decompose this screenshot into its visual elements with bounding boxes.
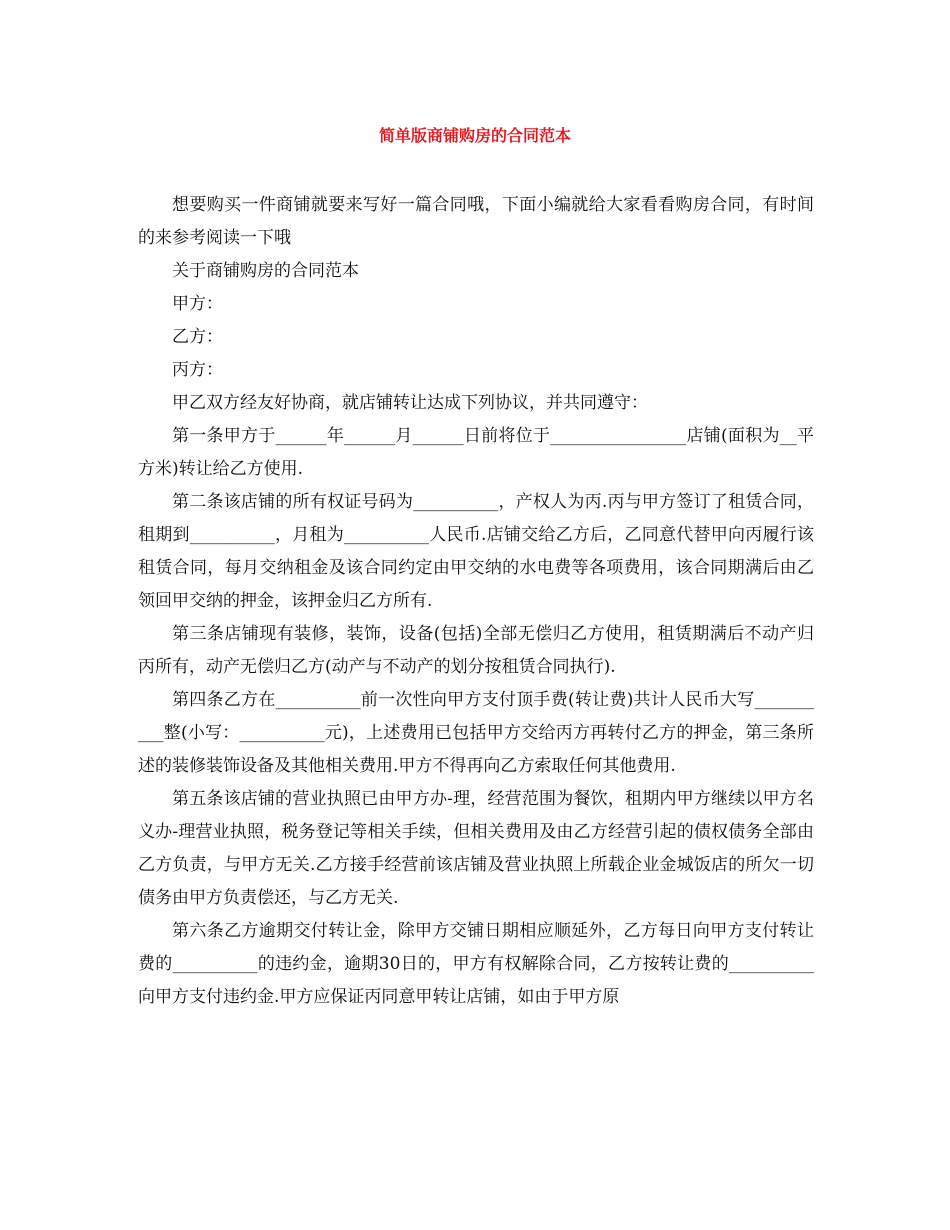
clause-3: 第三条店铺现有装修，装饰，设备(包括)全部无偿归乙方使用，租赁期满后不动产归丙所有，动产无偿归乙方(动产与不动产的划分按租赁合同执行).	[138, 624, 814, 677]
party-a-line: 甲方：	[172, 294, 223, 314]
clause-4: 第四条乙方在__________前一次性向甲方支付顶手费(转让费)共计人民币大写__________整(小写：__________元)，上述费用已包括甲方交给丙方再转付乙方的押金，第三条所述的装修装饰设备及其他相关费用.甲方不得再向乙方索取任何其他费用.	[138, 690, 814, 776]
contract-heading: 关于商铺购房的合同范本	[172, 261, 359, 281]
clause-5: 第五条该店铺的营业执照已由甲方办-理，经营范围为餐饮，租期内甲方继续以甲方名义办-理营业执照，税务登记等相关手续，但相关费用及由乙方经营引起的债权债务全部由乙方负责，与甲方无关.乙方接手经营前该店铺及营业执照上所载企业金城饭店的所欠一切债务由甲方负责偿还，与乙方无关.	[138, 789, 814, 908]
clause-1: 第一条甲方于______年______月______日前将位于________________店铺(面积为__平方米)转让给乙方使用.	[138, 426, 814, 479]
party-c-line: 丙方：	[172, 360, 223, 380]
party-b-line: 乙方：	[172, 327, 223, 347]
clause-6: 第六条乙方逾期交付转让金，除甲方交铺日期相应顺延外，乙方每日向甲方支付转让费的__________的违约金，逾期30日的，甲方有权解除合同，乙方按转让费的__________向甲方支付违约金.甲方应保证丙同意甲转让店铺，如由于甲方原	[138, 921, 814, 1007]
agreement-preamble: 甲乙双方经友好协商，就店铺转让达成下列协议，并共同遵守：	[172, 393, 648, 413]
document-body	[138, 189, 814, 1014]
clause-2: 第二条该店铺的所有权证号码为__________，产权人为丙.丙与甲方签订了租赁合同，租期到__________，月租为__________人民币.店铺交给乙方后，乙同意代替甲向丙履行该租赁合同，每月交纳租金及该合同约定由甲交纳的水电费等各项费用，该合同期满后由乙领回甲交纳的押金，该押金归乙方所有.	[138, 492, 814, 611]
document-title: 简单版商铺购房的合同范本	[378, 126, 571, 145]
intro-paragraph: 想要购买一件商铺就要来写好一篇合同哦，下面小编就给大家看看购房合同，有时间的来参考阅读一下哦	[138, 195, 814, 248]
